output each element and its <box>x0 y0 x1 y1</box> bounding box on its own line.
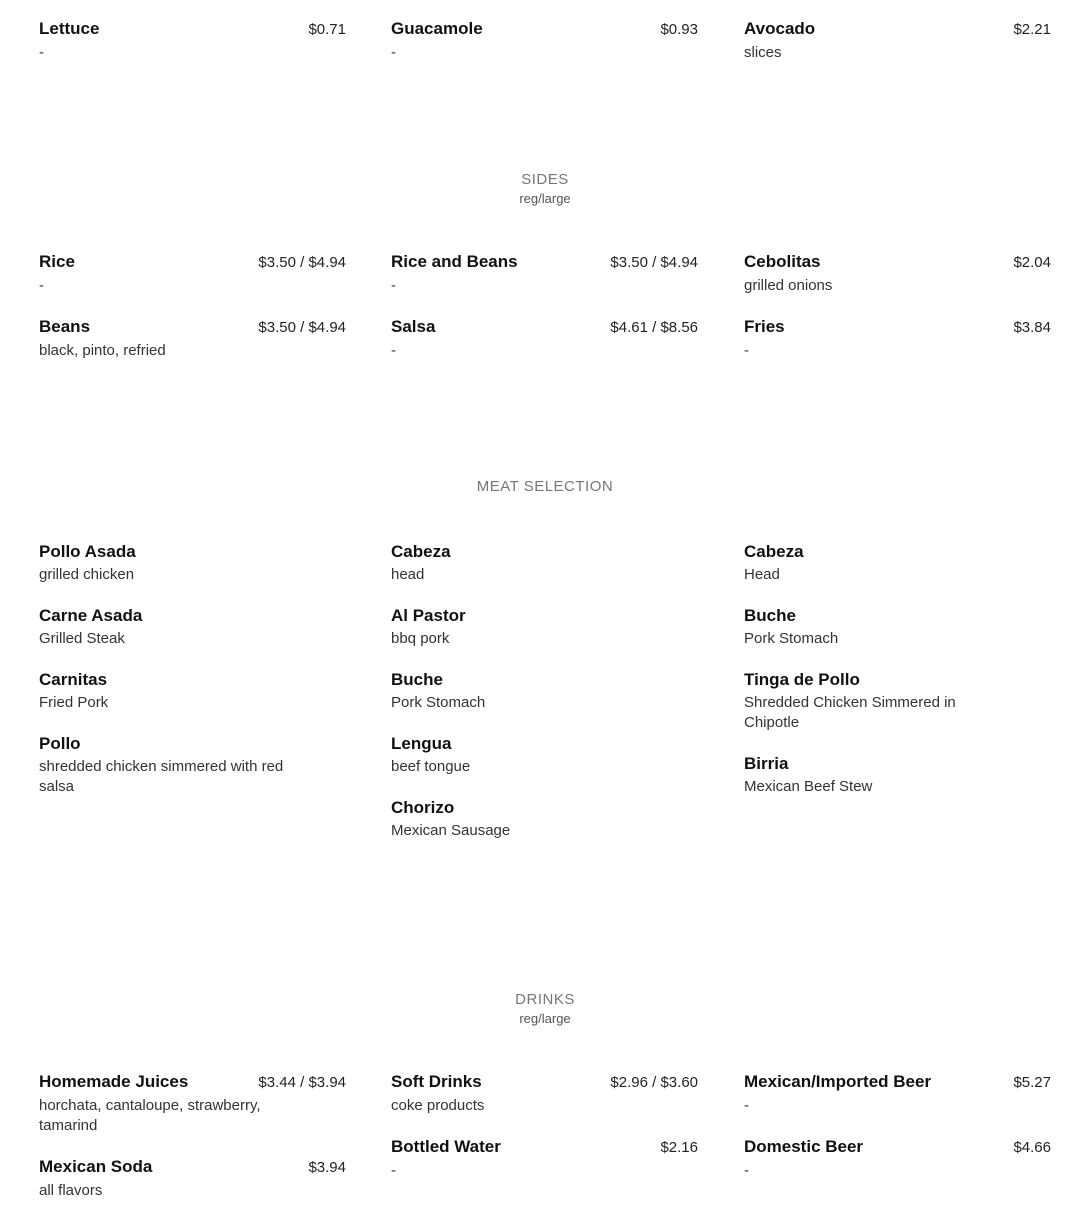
menu-item-price: $5.27 <box>1013 1074 1051 1091</box>
menu-item <box>39 1156 346 1201</box>
toppings-column <box>744 18 1051 83</box>
menu-item-name: Carnitas <box>39 670 108 689</box>
menu-item-name: Pollo Asada <box>39 542 136 561</box>
toppings-column <box>39 18 346 83</box>
menu-item <box>744 1071 1051 1116</box>
sides-title: SIDES <box>521 171 569 188</box>
menu-item-header <box>744 753 1051 775</box>
menu-item-price: $2.96 / $3.60 <box>610 1074 698 1091</box>
menu-item-description: Mexican Sausage <box>391 822 511 839</box>
menu-item-name: Cabeza <box>391 542 451 561</box>
menu-item-price: $2.21 <box>1013 21 1051 38</box>
menu-item-name: Buche <box>391 670 443 689</box>
menu-item-header <box>39 1071 346 1094</box>
menu-item-header <box>744 316 1051 339</box>
menu-item-price: $4.61 / $8.56 <box>610 319 698 336</box>
menu-item-name: Mexican/Imported Beer <box>744 1072 932 1091</box>
menu-item-header <box>391 733 698 755</box>
menu-item-name: Rice <box>39 252 75 271</box>
menu-item <box>391 797 698 841</box>
menu-item-description: Head <box>744 566 780 583</box>
menu-item-description: Shredded Chicken Simmered in Chipotle <box>744 694 956 731</box>
meat-column <box>39 541 346 817</box>
menu-item-price: $3.50 / $4.94 <box>258 254 346 271</box>
menu-item-name: Birria <box>744 754 789 773</box>
menu-item-name: Lengua <box>391 734 452 753</box>
menu-item-header <box>391 541 698 563</box>
menu-item-price: $3.94 <box>308 1159 346 1176</box>
menu-item-header <box>744 1071 1051 1094</box>
menu-item <box>391 18 698 63</box>
menu-item-description: - <box>39 44 44 61</box>
sides-subtitle: reg/large <box>519 191 571 206</box>
menu-item <box>391 669 698 713</box>
menu-item-header <box>391 669 698 691</box>
menu-item <box>39 605 346 649</box>
menu-item <box>39 541 346 585</box>
menu-item <box>744 753 1051 797</box>
menu-item-header <box>39 1156 346 1179</box>
menu-item-description: head <box>391 566 425 583</box>
menu-item-header <box>39 541 346 563</box>
menu-item-price: $0.93 <box>660 21 698 38</box>
menu-item-price: $4.66 <box>1013 1139 1051 1156</box>
menu-item-name: Pollo <box>39 734 81 753</box>
menu-item-description: beef tongue <box>391 758 471 775</box>
menu-item-price: $2.04 <box>1013 254 1051 271</box>
menu-item-description: grilled chicken <box>39 566 135 583</box>
sides-column <box>391 251 698 381</box>
menu-item-description: - <box>744 1097 749 1114</box>
menu-item <box>39 316 346 361</box>
menu-item-header <box>391 1136 698 1159</box>
meat-title: MEAT SELECTION <box>476 478 614 495</box>
drinks-title: DRINKS <box>515 991 575 1008</box>
menu-item <box>391 1071 698 1116</box>
menu-item-header <box>744 605 1051 627</box>
menu-item-header <box>391 797 698 819</box>
menu-item-description: grilled onions <box>744 277 833 294</box>
menu-item <box>744 18 1051 63</box>
meat-section-header <box>0 477 1090 497</box>
menu-item <box>391 1136 698 1181</box>
menu-item-name: Guacamole <box>391 19 483 38</box>
menu-item-description: - <box>391 1162 396 1179</box>
sides-column <box>744 251 1051 381</box>
menu-item-name: Soft Drinks <box>391 1072 482 1091</box>
menu-item-header <box>39 316 346 339</box>
menu-item-name: Chorizo <box>391 798 455 817</box>
menu-item <box>39 251 346 296</box>
menu-item-description: black, pinto, refried <box>39 342 166 359</box>
menu-item-description: - <box>744 342 749 359</box>
menu-item-description: all flavors <box>39 1182 103 1199</box>
menu-item-description: Grilled Steak <box>39 630 125 647</box>
menu-item-header <box>391 316 698 339</box>
menu-item-name: Tinga de Pollo <box>744 670 860 689</box>
menu-item <box>39 669 346 713</box>
menu-item-description: bbq pork <box>391 630 450 647</box>
menu-item-description: coke products <box>391 1097 485 1114</box>
meat-column <box>744 541 1051 817</box>
drinks-subtitle: reg/large <box>519 1011 571 1026</box>
sides-section-header <box>0 170 1090 207</box>
menu-item <box>744 541 1051 585</box>
menu-item <box>391 541 698 585</box>
menu-item-description: Pork Stomach <box>391 694 486 711</box>
menu-item-name: Buche <box>744 606 796 625</box>
menu-item-price: $3.84 <box>1013 319 1051 336</box>
menu-item-name: Cabeza <box>744 542 804 561</box>
menu-item-price: $3.44 / $3.94 <box>258 1074 346 1091</box>
menu-item <box>391 251 698 296</box>
menu-item-description: - <box>391 342 396 359</box>
menu-item-header <box>744 541 1051 563</box>
menu-item-description: slices <box>744 44 782 61</box>
menu-item-description: - <box>744 1162 749 1179</box>
menu-item-description: shredded chicken simmered with red salsa <box>39 758 284 795</box>
menu-item-name: Al Pastor <box>391 606 466 625</box>
menu-item <box>744 605 1051 649</box>
menu-item-name: Homemade Juices <box>39 1072 189 1091</box>
menu-item-header <box>744 1136 1051 1159</box>
menu-item <box>744 251 1051 296</box>
menu-item <box>744 1136 1051 1181</box>
menu-item-name: Domestic Beer <box>744 1137 864 1156</box>
menu-item <box>39 1071 346 1136</box>
menu-item-header <box>39 605 346 627</box>
menu-item-name: Rice and Beans <box>391 252 518 271</box>
menu-item-header <box>39 251 346 274</box>
menu-item-description: - <box>391 277 396 294</box>
menu-item <box>744 316 1051 361</box>
menu-item-name: Carne Asada <box>39 606 143 625</box>
menu-item-price: $3.50 / $4.94 <box>610 254 698 271</box>
menu-item-header <box>391 1071 698 1094</box>
menu-item-header <box>391 605 698 627</box>
menu-item-name: Bottled Water <box>391 1137 501 1156</box>
meat-column <box>391 541 698 861</box>
menu-item-description: Pork Stomach <box>744 630 839 647</box>
menu-item-description: Fried Pork <box>39 694 109 711</box>
toppings-column <box>391 18 698 83</box>
menu-item-description: horchata, cantaloupe, strawberry, tamarind <box>39 1097 261 1134</box>
drinks-column <box>39 1071 346 1221</box>
menu-item-description: - <box>39 277 44 294</box>
menu-item-price: $3.50 / $4.94 <box>258 319 346 336</box>
menu-item-name: Beans <box>39 317 91 336</box>
menu-item <box>391 733 698 777</box>
menu-item-name: Fries <box>744 317 785 336</box>
drinks-section-header <box>0 990 1090 1027</box>
menu-item-name: Avocado <box>744 19 816 38</box>
menu-item-price: $2.16 <box>660 1139 698 1156</box>
menu-item <box>744 669 1051 733</box>
menu-item-header <box>391 251 698 274</box>
menu-item <box>39 733 346 797</box>
menu-item <box>391 316 698 361</box>
menu-item-name: Mexican Soda <box>39 1157 153 1176</box>
menu-item-header <box>39 669 346 691</box>
sides-column <box>39 251 346 381</box>
menu-item-header <box>744 251 1051 274</box>
menu-item-name: Cebolitas <box>744 252 821 271</box>
menu-item-header <box>744 669 1051 691</box>
menu-item-price: $0.71 <box>308 21 346 38</box>
menu-item-name: Salsa <box>391 317 436 336</box>
menu-item-header <box>744 18 1051 41</box>
menu-item-header <box>39 18 346 41</box>
drinks-column <box>744 1071 1051 1201</box>
drinks-column <box>391 1071 698 1201</box>
menu-item-description: Mexican Beef Stew <box>744 778 873 795</box>
menu-item-header <box>391 18 698 41</box>
menu-item-header <box>39 733 346 755</box>
menu-item-name: Lettuce <box>39 19 100 38</box>
menu-item <box>391 605 698 649</box>
menu-item-description: - <box>391 44 396 61</box>
menu-item <box>39 18 346 63</box>
